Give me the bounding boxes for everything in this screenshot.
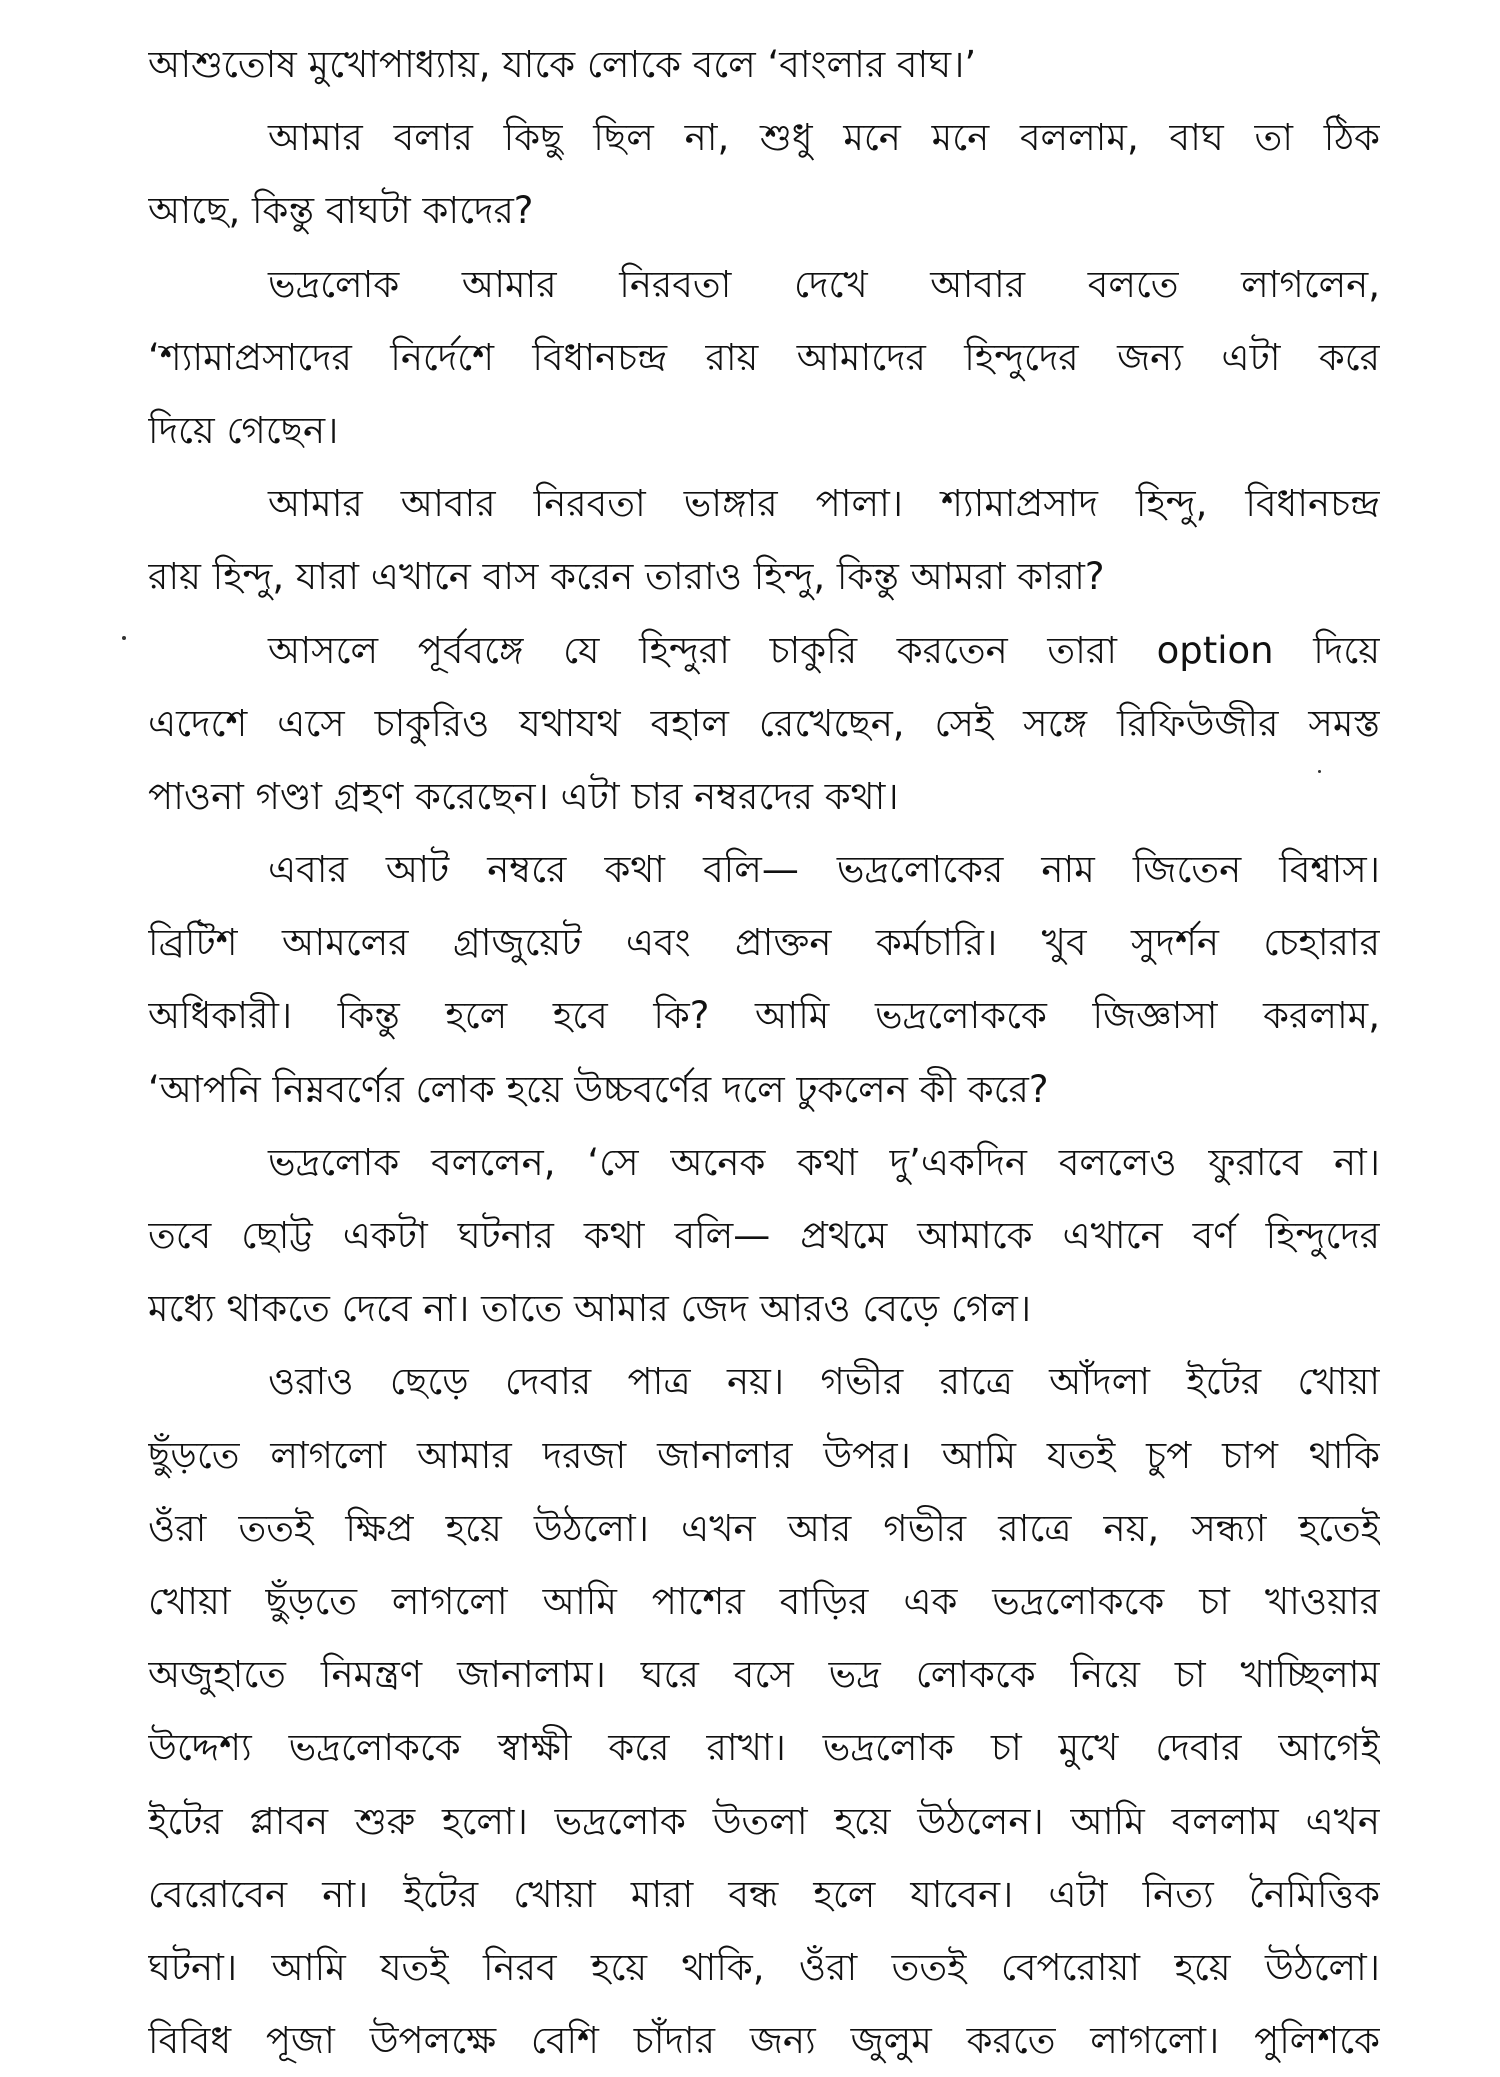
text-line: ওরাও ছেড়ে দেবার পাত্র নয়। গভীর রাত্রে আঁদলা ইটের খোয়া <box>268 1360 1380 1404</box>
text-line: আশুতোষ মুখোপাধ্যায়, যাকে লোকে বলে ‘বাংলার বাঘ।’ <box>148 43 977 86</box>
scan-speck <box>1318 770 1321 773</box>
text-line: আমার বলার কিছু ছিল না, শুধু মনে মনে বললাম, বাঘ তা ঠিক <box>268 116 1380 160</box>
text-line: ভদ্রলোক আমার নিরবতা দেখে আবার বলতে লাগলেন, <box>268 262 1380 306</box>
text-line: অজুহাতে নিমন্ত্রণ জানালাম। ঘরে বসে ভদ্র লোককে নিয়ে চা খাচ্ছিলাম <box>148 1653 1380 1697</box>
text-line: বিবিধ পূজা উপলক্ষে বেশি চাঁদার জন্য জুলুম করতে লাগলো। পুলিশকে <box>148 2019 1380 2063</box>
text-line: ভদ্রলোক বললেন, ‘সে অনেক কথা দু’একদিন বললেও ফুরাবে না। <box>268 1140 1380 1184</box>
text-line: এদেশে এসে চাকুরিও যথাযথ বহাল রেখেছেন, সেই সঙ্গে রিফিউজীর সমস্ত <box>148 701 1380 745</box>
text-line: খোয়া ছুঁড়তে লাগলো আমি পাশের বাড়ির এক ভদ্রলোককে চা খাওয়ার <box>148 1579 1380 1623</box>
text-line: ‘আপনি নিম্নবর্ণের লোক হয়ে উচ্চবর্ণের দলে ঢুকলেন কী করে? <box>148 1067 1049 1111</box>
text-line: আমার আবার নিরবতা ভাঙ্গার পালা। শ্যামাপ্রসাদ হিন্দু, বিধানচন্দ্র <box>268 482 1380 526</box>
text-line: রায় হিন্দু, যারা এখানে বাস করেন তারাও হিন্দু, কিন্তু আমরা কারা? <box>148 555 1105 599</box>
text-line: তবে ছোট্ট একটা ঘটনার কথা বলি— প্রথমে আমাকে এখানে বর্ণ হিন্দুদের <box>148 1214 1380 1257</box>
text-line: এবার আট নম্বরে কথা বলি— ভদ্রলোকের নাম জিতেন বিশ্বাস। <box>268 848 1380 892</box>
text-line: অধিকারী। কিন্তু হলে হবে কি? আমি ভদ্রলোককে জিজ্ঞাসা করলাম, <box>148 994 1380 1038</box>
text-line: আছে, কিন্তু বাঘটা কাদের? <box>148 189 534 233</box>
text-line: ‘শ্যামাপ্রসাদের নির্দেশে বিধানচন্দ্র রায় আমাদের হিন্দুদের জন্য এটা করে <box>148 335 1380 379</box>
text-line: ছুঁড়তে লাগলো আমার দরজা জানালার উপর। আমি যতই চুপ চাপ থাকি <box>148 1433 1380 1477</box>
text-line: বেরোবেন না। ইটের খোয়া মারা বন্ধ হলে যাবেন। এটা নিত্য নৈমিত্তিক <box>148 1872 1380 1916</box>
text-line: আসলে পূর্ববঙ্গে যে হিন্দুরা চাকুরি করতেন তারা option দিয়ে <box>268 628 1380 672</box>
body-text <box>148 28 1380 2077</box>
text-line: দিয়ে গেছেন। <box>148 408 339 452</box>
text-line: ওঁরা ততই ক্ষিপ্র হয়ে উঠলো। এখন আর গভীর রাত্রে নয়, সন্ধ্যা হতেই <box>148 1506 1380 1550</box>
text-line: মধ্যে থাকতে দেবে না। তাতে আমার জেদ আরও বেড়ে গেল। <box>148 1287 1032 1331</box>
text-line: ব্রিটিশ আমলের গ্রাজুয়েট এবং প্রাক্তন কর্মচারি। খুব সুদর্শন চেহারার <box>148 921 1380 965</box>
scan-speck <box>122 636 126 640</box>
text-line: উদ্দেশ্য ভদ্রলোককে স্বাক্ষী করে রাখা। ভদ্রলোক চা মুখে দেবার আগেই <box>148 1726 1380 1770</box>
text-line: ঘটনা। আমি যতই নিরব হয়ে থাকি, ওঁরা ততই বেপরোয়া হয়ে উঠলো। <box>148 1945 1380 1989</box>
text-line: ইটের প্লাবন শুরু হলো। ভদ্রলোক উতলা হয়ে উঠলেন। আমি বললাম এখন <box>148 1799 1380 1843</box>
text-line: পাওনা গণ্ডা গ্রহণ করেছেন। এটা চার নম্বরদের কথা। <box>148 774 899 818</box>
